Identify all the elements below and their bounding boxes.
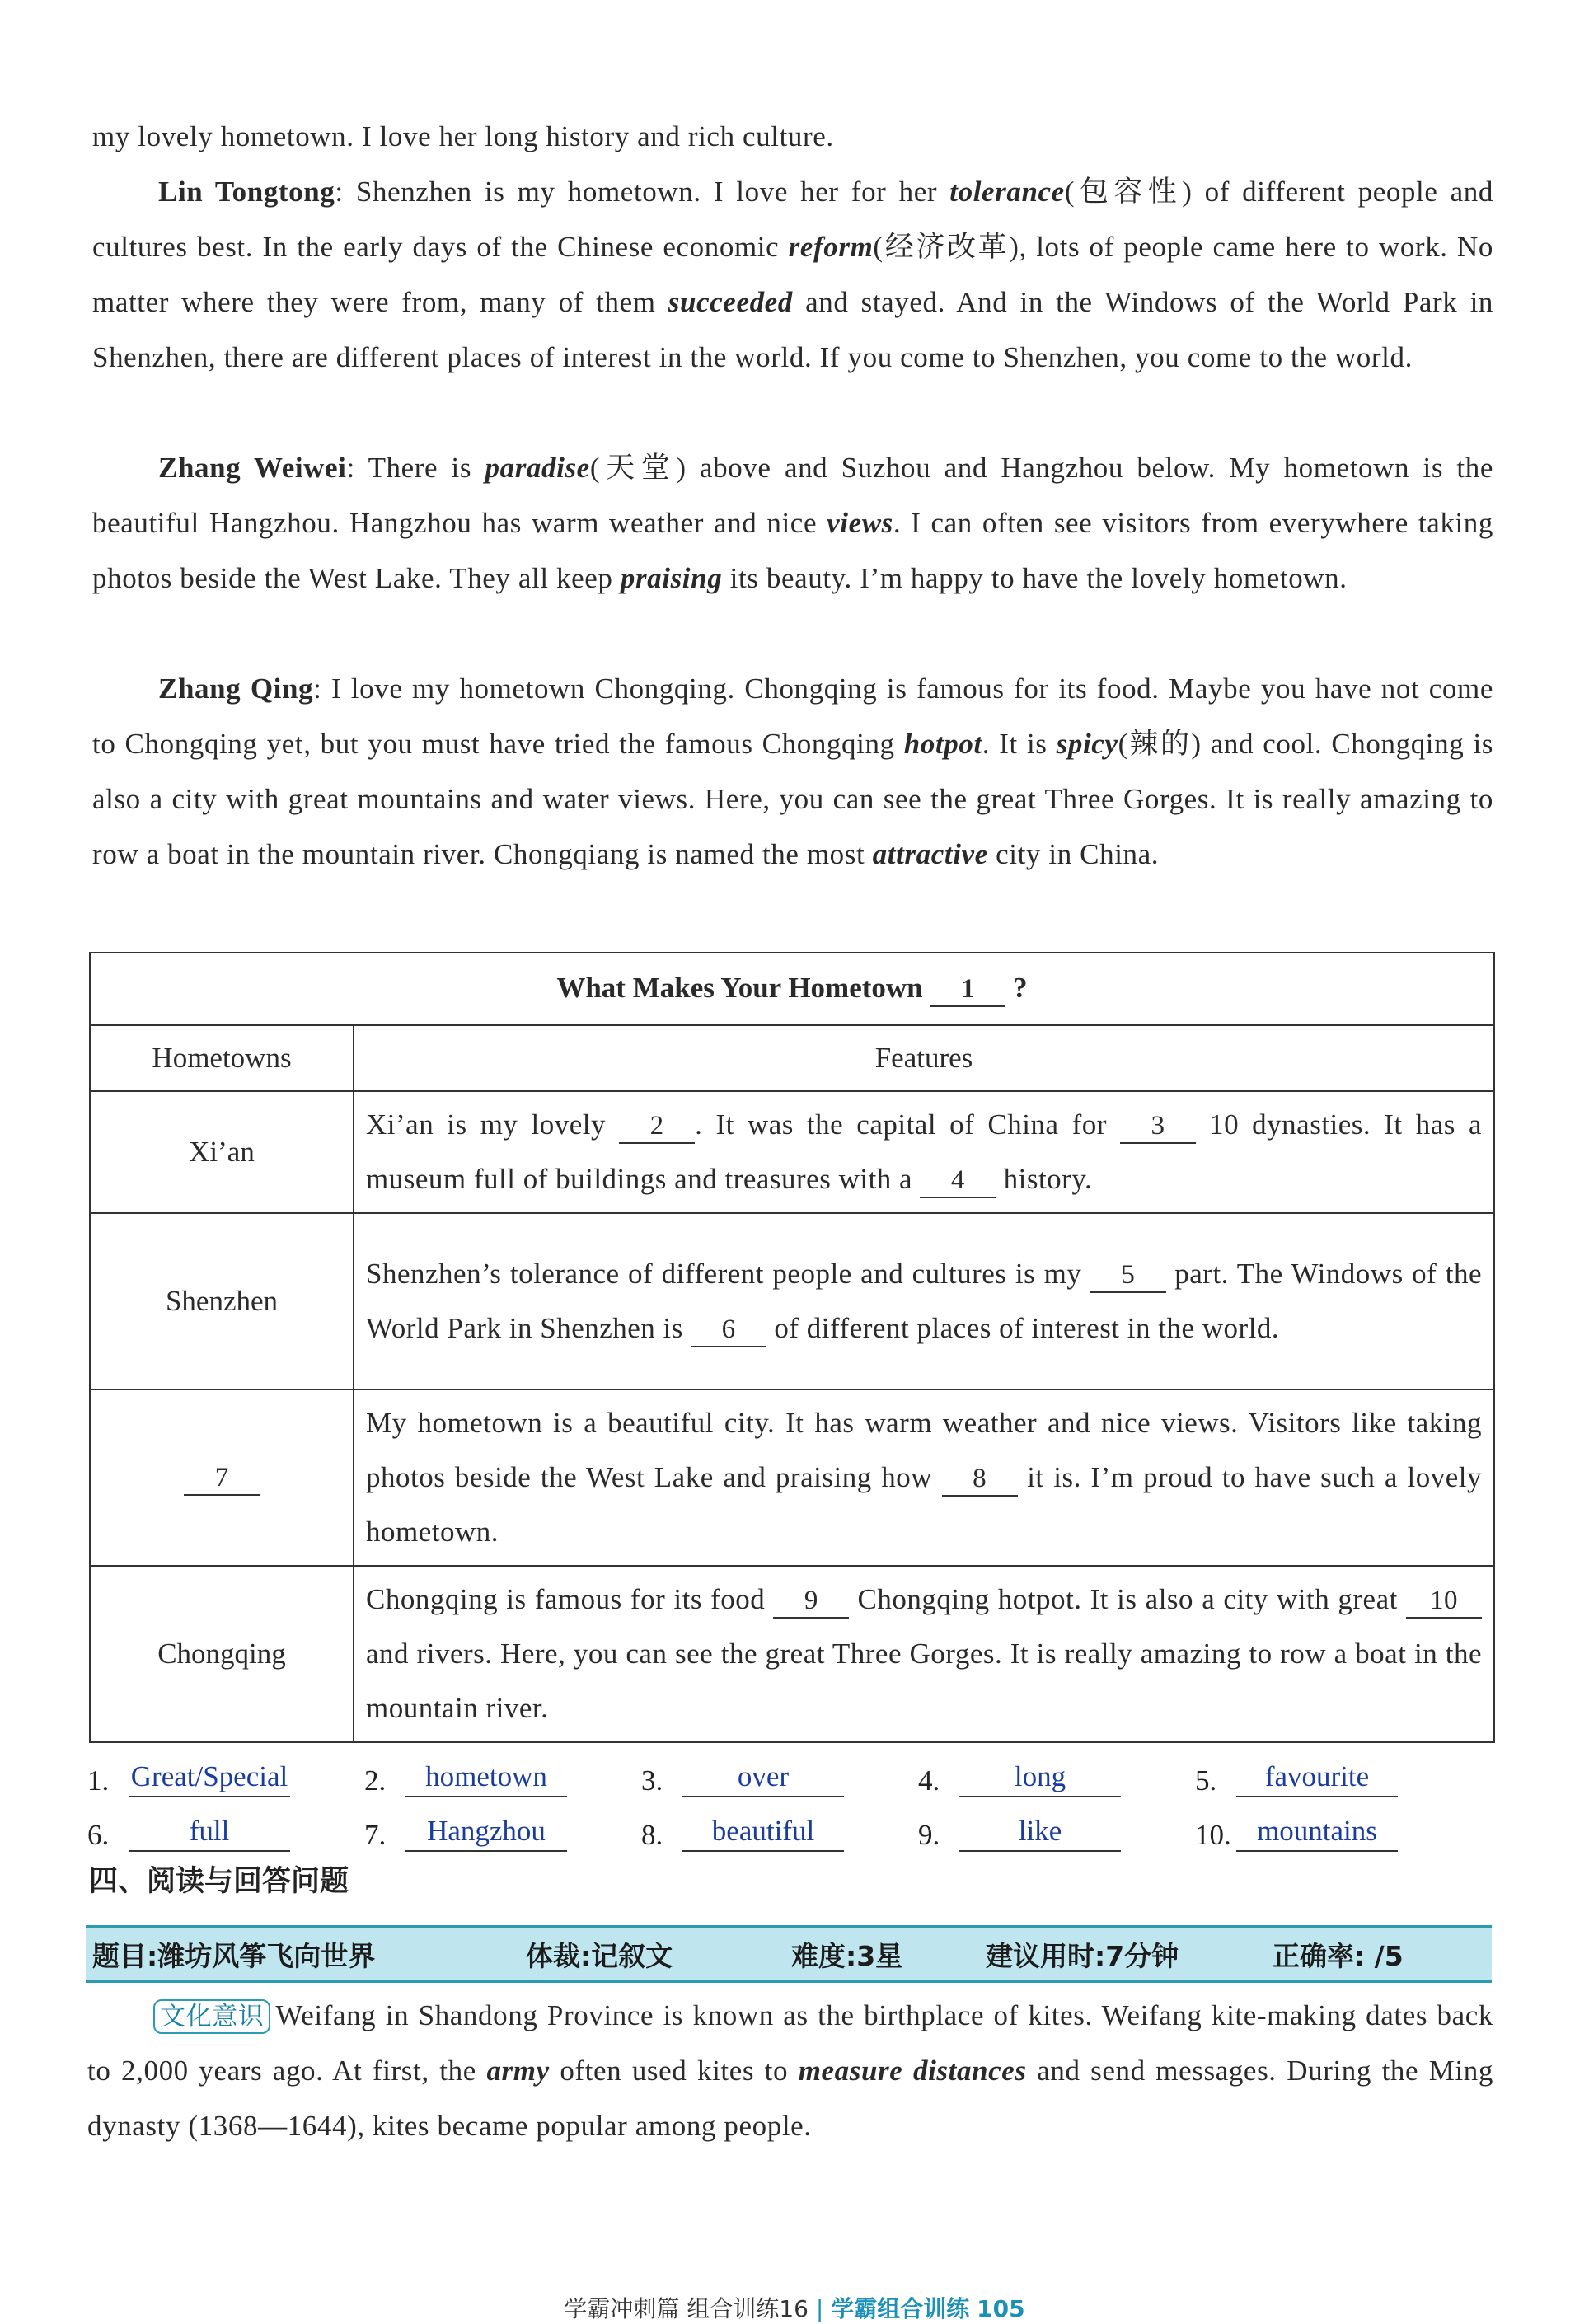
table-row (90, 1213, 1494, 1389)
answer-number: 7. (364, 1819, 387, 1851)
column-header-hometowns: Hometowns (90, 1025, 354, 1091)
answer-value[interactable]: long (959, 1758, 1121, 1797)
blank-6[interactable]: 6 (691, 1313, 766, 1347)
text: (天堂) above and Suzhou and Hangzhou below. My hometown is the beautiful Hangzhou. Hangzhou has warm weather and nice (92, 452, 1493, 539)
keyword: views (827, 507, 893, 539)
title-text: What Makes Your Hometown (556, 971, 930, 1004)
blank-3[interactable]: 3 (1120, 1109, 1196, 1144)
text: Shenzhen’s tolerance of different people and cultures is my (366, 1258, 1090, 1290)
answer-item (1195, 1812, 1472, 1852)
task-topic: 题目:潍坊风筝飞向世界 (92, 1939, 376, 1972)
blank-7[interactable]: 7 (184, 1461, 260, 1496)
text: Shenzhen is my hometown. I love her for her (343, 176, 950, 208)
answer-item (641, 1812, 918, 1852)
features-cell (354, 1091, 1494, 1213)
keyword: army (486, 2055, 550, 2087)
text: Weifang in Shandong Province is known as the birthplace of kites. Weifang kite-making dates back to 2,000 years ago. At first, the (87, 1999, 1493, 2087)
answer-value[interactable]: Great/Special (129, 1758, 290, 1797)
features-cell (354, 1566, 1494, 1742)
task-difficulty: 难度:3星 (791, 1939, 903, 1972)
culture-paragraph (87, 1988, 1493, 2153)
answer-value[interactable]: favourite (1236, 1758, 1398, 1797)
text: its beauty. I’m happy to have the lovely hometown. (722, 562, 1348, 594)
answer-value[interactable]: full (129, 1812, 290, 1852)
paragraph-zhang-qing (92, 661, 1493, 882)
blank-1[interactable]: 1 (930, 972, 1005, 1007)
text: My hometown is a beautiful city. It has warm weather and nice views. Visitors like taking photos beside the West Lake and praising how (366, 1407, 1482, 1493)
speaker-name: Zhang Weiwei (158, 452, 347, 484)
answer-row (87, 1743, 1505, 1797)
table-row (90, 1091, 1494, 1213)
answer-value[interactable]: mountains (1236, 1812, 1398, 1852)
answer-number: 8. (641, 1819, 663, 1851)
answer-value[interactable]: over (682, 1758, 844, 1797)
answer-number: 10. (1195, 1819, 1231, 1851)
text: of different places of interest in the world. (766, 1312, 1280, 1344)
blank-10[interactable]: 10 (1406, 1584, 1482, 1619)
town-cell (90, 1389, 354, 1566)
keyword: measure distances (798, 2055, 1027, 2087)
features-cell (354, 1213, 1494, 1389)
text: 10 dynasties. It has a museum full of buildings and treasures with a (366, 1108, 1483, 1195)
intro-line (92, 109, 1493, 164)
footer-right: 学霸组合训练 (831, 2295, 970, 2322)
task-time: 建议用时:7分钟 (986, 1939, 1179, 1972)
speaker-name: Lin Tongtong (158, 176, 335, 208)
answer-number: 3. (641, 1764, 663, 1797)
keyword: succeeded (668, 286, 793, 318)
town-cell: Chongqing (90, 1566, 354, 1742)
intro-text: my lovely hometown. I love her long history and rich culture. (92, 120, 834, 152)
keyword: tolerance (949, 176, 1065, 208)
hometown-table (89, 952, 1495, 1743)
paragraph-zhang-weiwei (92, 440, 1493, 606)
keyword: reform (788, 231, 874, 263)
text: and rivers. Here, you can see the great Three Gorges. It is really amazing to row a boat in the mountain river. (366, 1638, 1482, 1724)
colon: : (313, 672, 322, 705)
task-accuracy: 正确率: /5 (1273, 1939, 1404, 1972)
text: (经济改革), lots of people came here to work. No matter where they were from, many of them (92, 231, 1493, 318)
text: and send messages. During the Ming dynasty (1368—1644), kites became popular among people. (87, 2055, 1493, 2142)
footer-left: 学霸冲刺篇 组合训练16 (564, 2295, 809, 2322)
table-row (90, 1566, 1494, 1742)
footer-separator: | (815, 2295, 824, 2322)
blank-2[interactable]: 2 (619, 1109, 695, 1144)
answer-number: 1. (87, 1764, 110, 1797)
blank-9[interactable]: 9 (773, 1584, 849, 1619)
culture-tag: 文化意识 (153, 1999, 270, 2034)
text: I love my hometown Chongqing. Chongqing is famous for its food. Maybe you have not come to Chongqing yet, but you must have tried the famous Chongqing (92, 672, 1493, 760)
town-cell: Xi’an (90, 1091, 354, 1213)
answer-value[interactable]: hometown (405, 1758, 567, 1797)
blank-4[interactable]: 4 (920, 1164, 996, 1198)
text: (包容性) of different people and cultures best. In the early days of the Chinese economic (92, 176, 1493, 263)
answer-row (87, 1797, 1505, 1852)
text: part. The Windows of the World Park in Shenzhen is (366, 1258, 1482, 1344)
answer-item (918, 1758, 1195, 1797)
features-cell (354, 1389, 1494, 1566)
text: it is. I’m proud to have such a lovely hometown. (366, 1461, 1483, 1548)
answer-number: 5. (1195, 1764, 1217, 1797)
answer-item (641, 1758, 918, 1797)
answer-number: 6. (87, 1819, 110, 1851)
answer-number: 2. (364, 1764, 387, 1797)
column-header-features: Features (354, 1025, 1494, 1091)
keyword: attractive (872, 838, 988, 870)
text: . It is (982, 728, 1057, 760)
answer-item (364, 1812, 641, 1852)
text: (辣的) and cool. Chongqing is also a city with great mountains and water views. Here, you can see the great Three Gorges. It is really amazing to row a boat in the mountain river. Chongqiang is named the most (92, 728, 1493, 870)
text: history. (996, 1163, 1093, 1195)
page-footer (0, 2291, 1589, 2324)
town-cell: Shenzhen (90, 1213, 354, 1389)
text: Chongqing is famous for its food (366, 1583, 774, 1615)
answer-value[interactable]: like (959, 1812, 1121, 1852)
table-row (90, 1389, 1494, 1566)
blank-8[interactable]: 8 (942, 1462, 1018, 1497)
keyword: hotpot (903, 728, 982, 760)
answer-item (918, 1812, 1195, 1852)
speaker-name: Zhang Qing (158, 672, 314, 705)
answer-item (87, 1812, 364, 1852)
answer-number: 4. (918, 1764, 940, 1797)
keyword: praising (620, 562, 723, 594)
paragraph-lin-tongtong (92, 164, 1493, 385)
table-title (90, 953, 1494, 1025)
keyword: paradise (485, 452, 590, 484)
text: Chongqing hotpot. It is also a city with great (849, 1583, 1407, 1615)
text: city in China. (987, 838, 1160, 870)
text: There is (354, 452, 485, 484)
answer-item (364, 1758, 641, 1797)
keyword: spicy (1056, 728, 1118, 760)
answer-value[interactable]: beautiful (682, 1812, 844, 1852)
answer-key (87, 1743, 1505, 1852)
title-end: ? (1005, 971, 1028, 1004)
colon: : (346, 452, 355, 484)
blank-5[interactable]: 5 (1090, 1258, 1166, 1293)
answer-value[interactable]: Hangzhou (405, 1812, 567, 1852)
text: and stayed. And in the Windows of the World Park in Shenzhen, there are different places of interest in the world. If you come to Shenzhen, you come to the world. (92, 286, 1494, 373)
colon: : (335, 176, 344, 208)
answer-item (87, 1758, 364, 1797)
answer-number: 9. (918, 1819, 940, 1851)
text: Xi’an is my lovely (366, 1108, 620, 1141)
text: . I can often see visitors from everywhere taking photos beside the West Lake. They all keep (92, 507, 1493, 594)
section-heading: 四、阅读与回答问题 (89, 1865, 349, 1898)
task-genre: 体裁:记叙文 (526, 1939, 673, 1972)
text: . It was the capital of China for (695, 1108, 1120, 1141)
text: often used kites to (549, 2055, 799, 2087)
page-number: 105 (977, 2295, 1025, 2322)
task-info-bar (86, 1925, 1492, 1983)
answer-item (1195, 1758, 1472, 1797)
